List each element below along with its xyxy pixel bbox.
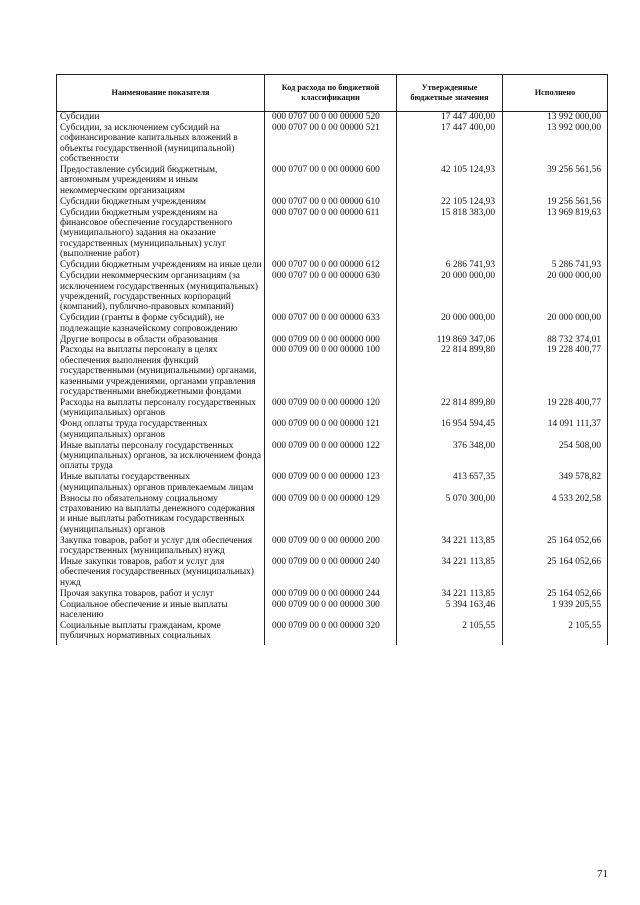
row-code: 000 0709 00 0 00 00000 320	[265, 621, 397, 645]
row-name: Иные выплаты персоналу государственных (муниципальных) органов, за исключением фонда оплаты труда	[57, 441, 265, 473]
page-number: 71	[597, 868, 608, 880]
row-name: Субсидии некоммерческим организациям (за исключением государственных (муниципальных) учреждений, государственных корпораций (компаний), публично-правовых компаний)	[57, 271, 265, 313]
row-approved: 5 394 163,46	[397, 600, 503, 621]
row-executed: 2 105,55	[503, 621, 608, 645]
row-approved: 413 657,35	[397, 472, 503, 493]
row-code: 000 0709 00 0 00 00000 244	[265, 589, 397, 600]
row-name: Прочая закупка товаров, работ и услуг	[57, 589, 265, 600]
row-approved: 34 221 113,85	[397, 536, 503, 557]
row-executed: 19 228 400,77	[503, 345, 608, 398]
row-name: Социальные выплаты гражданам, кроме публичных нормативных социальных	[57, 621, 265, 645]
row-code: 000 0709 00 0 00 00000 300	[265, 600, 397, 621]
table-row	[57, 419, 608, 440]
table-row	[57, 494, 608, 536]
row-name: Расходы на выплаты персоналу государственных (муниципальных) органов	[57, 398, 265, 419]
row-code: 000 0707 00 0 00 00000 610	[265, 197, 397, 208]
row-executed: 4 533 202,58	[503, 494, 608, 536]
header-approved-values: Утвержденные бюджетные значения	[397, 75, 503, 112]
row-name: Иные закупки товаров, работ и услуг для обеспечения государственных (муниципальных) нужд	[57, 557, 265, 589]
row-approved: 22 105 124,93	[397, 197, 503, 208]
row-name: Субсидии бюджетным учреждениям на иные цели	[57, 260, 265, 271]
row-name: Иные выплаты государственных (муниципальных) органов привлекаемым лицам	[57, 472, 265, 493]
row-approved: 16 954 594,45	[397, 419, 503, 440]
table-row	[57, 165, 608, 197]
row-executed: 19 256 561,56	[503, 197, 608, 208]
row-approved: 6 286 741,93	[397, 260, 503, 271]
row-approved: 119 869 347,06	[397, 335, 503, 346]
row-code: 000 0707 00 0 00 00000 520	[265, 112, 397, 123]
table-row	[57, 536, 608, 557]
table-row	[57, 271, 608, 313]
row-name: Субсидии, за исключением субсидий на софинансирование капитальных вложений в объекты государственной (муниципальной) собственности	[57, 123, 265, 165]
row-executed: 349 578,82	[503, 472, 608, 493]
row-approved: 34 221 113,85	[397, 589, 503, 600]
table-header-row	[57, 75, 608, 112]
header-indicator-name: Наименование показателя	[57, 75, 265, 112]
row-name: Предоставление субсидий бюджетным, автономным учреждениям и иным некоммерческим организациям	[57, 165, 265, 197]
row-executed: 19 228 400,77	[503, 398, 608, 419]
row-name: Расходы на выплаты персоналу в целях обеспечения выполнения функций государственными (муниципальными) органами, казенными учреждениями, органами управления государственными внебюджетными фондами	[57, 345, 265, 398]
row-approved: 42 105 124,93	[397, 165, 503, 197]
header-budget-code: Код расхода по бюджетной классификации	[265, 75, 397, 112]
table-row	[57, 313, 608, 334]
table-row	[57, 335, 608, 346]
row-executed: 13 992 000,00	[503, 123, 608, 165]
table-row	[57, 123, 608, 165]
row-approved: 376 348,00	[397, 441, 503, 473]
table-row	[57, 472, 608, 493]
row-approved: 20 000 000,00	[397, 271, 503, 313]
header-executed: Исполнено	[503, 75, 608, 112]
table-row	[57, 398, 608, 419]
row-code: 000 0709 00 0 00 00000 129	[265, 494, 397, 536]
table-row	[57, 441, 608, 473]
row-code: 000 0707 00 0 00 00000 611	[265, 208, 397, 261]
row-approved: 22 814 899,80	[397, 398, 503, 419]
row-executed: 20 000 000,00	[503, 313, 608, 334]
row-name: Субсидии (гранты в форме субсидий), не подлежащие казначейскому сопровождению	[57, 313, 265, 334]
row-executed: 13 969 819,63	[503, 208, 608, 261]
table-row	[57, 260, 608, 271]
row-name: Фонд оплаты труда государственных (муниципальных) органов	[57, 419, 265, 440]
table-row	[57, 208, 608, 261]
budget-execution-table	[56, 74, 608, 645]
row-executed: 25 164 052,66	[503, 589, 608, 600]
row-executed: 13 992 000,00	[503, 112, 608, 123]
row-approved: 17 447 400,00	[397, 123, 503, 165]
row-code: 000 0707 00 0 00 00000 612	[265, 260, 397, 271]
row-code: 000 0707 00 0 00 00000 633	[265, 313, 397, 334]
table-row	[57, 112, 608, 123]
row-code: 000 0709 00 0 00 00000 100	[265, 345, 397, 398]
table-row	[57, 557, 608, 589]
row-code: 000 0707 00 0 00 00000 630	[265, 271, 397, 313]
row-approved: 34 221 113,85	[397, 557, 503, 589]
row-executed: 5 286 741,93	[503, 260, 608, 271]
row-approved: 20 000 000,00	[397, 313, 503, 334]
row-name: Субсидии бюджетным учреждениям на финансовое обеспечение государственного (муниципального) задания на оказание государственных (муниципальных) услуг (выполнение работ)	[57, 208, 265, 261]
row-executed: 39 256 561,56	[503, 165, 608, 197]
table-row	[57, 621, 608, 645]
row-code: 000 0707 00 0 00 00000 521	[265, 123, 397, 165]
table-row	[57, 589, 608, 600]
row-executed: 25 164 052,66	[503, 536, 608, 557]
row-approved: 15 818 383,00	[397, 208, 503, 261]
row-executed: 25 164 052,66	[503, 557, 608, 589]
row-approved: 17 447 400,00	[397, 112, 503, 123]
row-code: 000 0707 00 0 00 00000 600	[265, 165, 397, 197]
row-code: 000 0709 00 0 00 00000 122	[265, 441, 397, 473]
row-code: 000 0709 00 0 00 00000 200	[265, 536, 397, 557]
row-approved: 22 814 899,80	[397, 345, 503, 398]
row-name: Закупка товаров, работ и услуг для обеспечения государственных (муниципальных) нужд	[57, 536, 265, 557]
table-row	[57, 345, 608, 398]
row-code: 000 0709 00 0 00 00000 120	[265, 398, 397, 419]
row-executed: 254 508,00	[503, 441, 608, 473]
row-name: Субсидии	[57, 112, 265, 123]
row-executed: 14 091 111,37	[503, 419, 608, 440]
row-code: 000 0709 00 0 00 00000 121	[265, 419, 397, 440]
row-code: 000 0709 00 0 00 00000 000	[265, 335, 397, 346]
row-code: 000 0709 00 0 00 00000 240	[265, 557, 397, 589]
row-name: Социальное обеспечение и иные выплаты населению	[57, 600, 265, 621]
table-row	[57, 600, 608, 621]
row-approved: 2 105,55	[397, 621, 503, 645]
row-executed: 1 939 205,55	[503, 600, 608, 621]
row-executed: 20 000 000,00	[503, 271, 608, 313]
table-row	[57, 197, 608, 208]
row-code: 000 0709 00 0 00 00000 123	[265, 472, 397, 493]
row-approved: 5 070 300,00	[397, 494, 503, 536]
row-name: Взносы по обязательному социальному страхованию на выплаты денежного содержания и иные выплаты работникам государственных (муниципальных) органов	[57, 494, 265, 536]
row-name: Другие вопросы в области образования	[57, 335, 265, 346]
row-executed: 88 732 374,01	[503, 335, 608, 346]
row-name: Субсидии бюджетным учреждениям	[57, 197, 265, 208]
